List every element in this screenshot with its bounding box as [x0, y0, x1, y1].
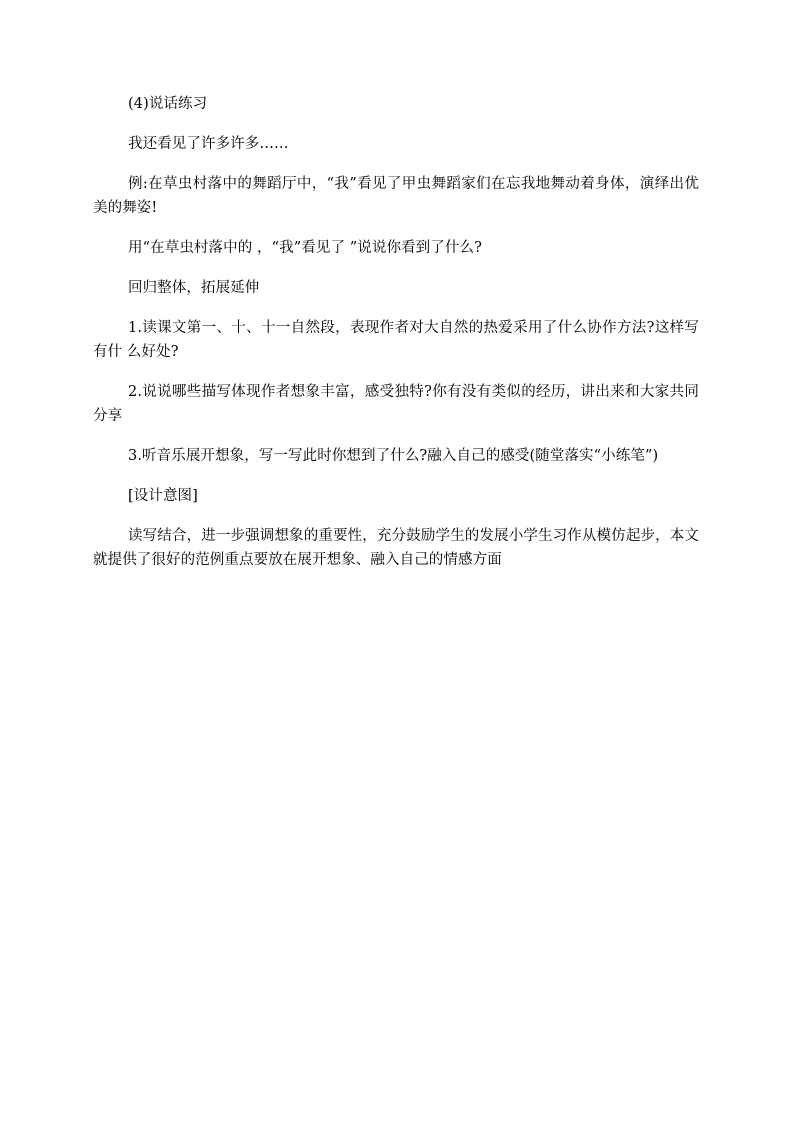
- paragraph-question-3: 3.听音乐展开想象，写一写此时你想到了什么?融入自己的感受(随堂落实“小练笔”): [128, 448, 659, 464]
- paragraph-sentence-pattern: 用“在草虫村落中的 ，“我”看见了 ”说说你看到了什么?: [128, 240, 482, 256]
- paragraph-question-1: 1.读课文第一、十、十一自然段，表现作者对大自然的热爱采用了什么协作方法?这样写有什 么好处?: [93, 320, 699, 360]
- paragraph-saw-many: 我还看见了许多许多……: [128, 136, 289, 152]
- paragraph-question-2: 2.说说哪些描写体现作者想象丰富，感受独特?你有没有类似的经历，讲出来和大家共同分享: [93, 384, 699, 424]
- paragraph-design-intent: 读写结合，进一步强调想象的重要性，充分鼓励学生的发展小学生习作从模仿起步，本文就提供了很好的范例重点要放在展开想象、融入自己的情感方面: [93, 528, 699, 568]
- paragraph-design-intent-heading: [设计意图]: [128, 488, 198, 504]
- paragraph-example: 例:在草虫村落中的舞蹈厅中，“我”看见了甲虫舞蹈家们在忘我地舞动着身体，演绎出优美的舞姿!: [93, 176, 699, 216]
- document-body: [93, 92, 699, 588]
- paragraph-speaking-practice-heading: (4)说话练习: [128, 96, 208, 112]
- paragraph-section-heading: 回归整体，拓展延伸: [128, 280, 260, 296]
